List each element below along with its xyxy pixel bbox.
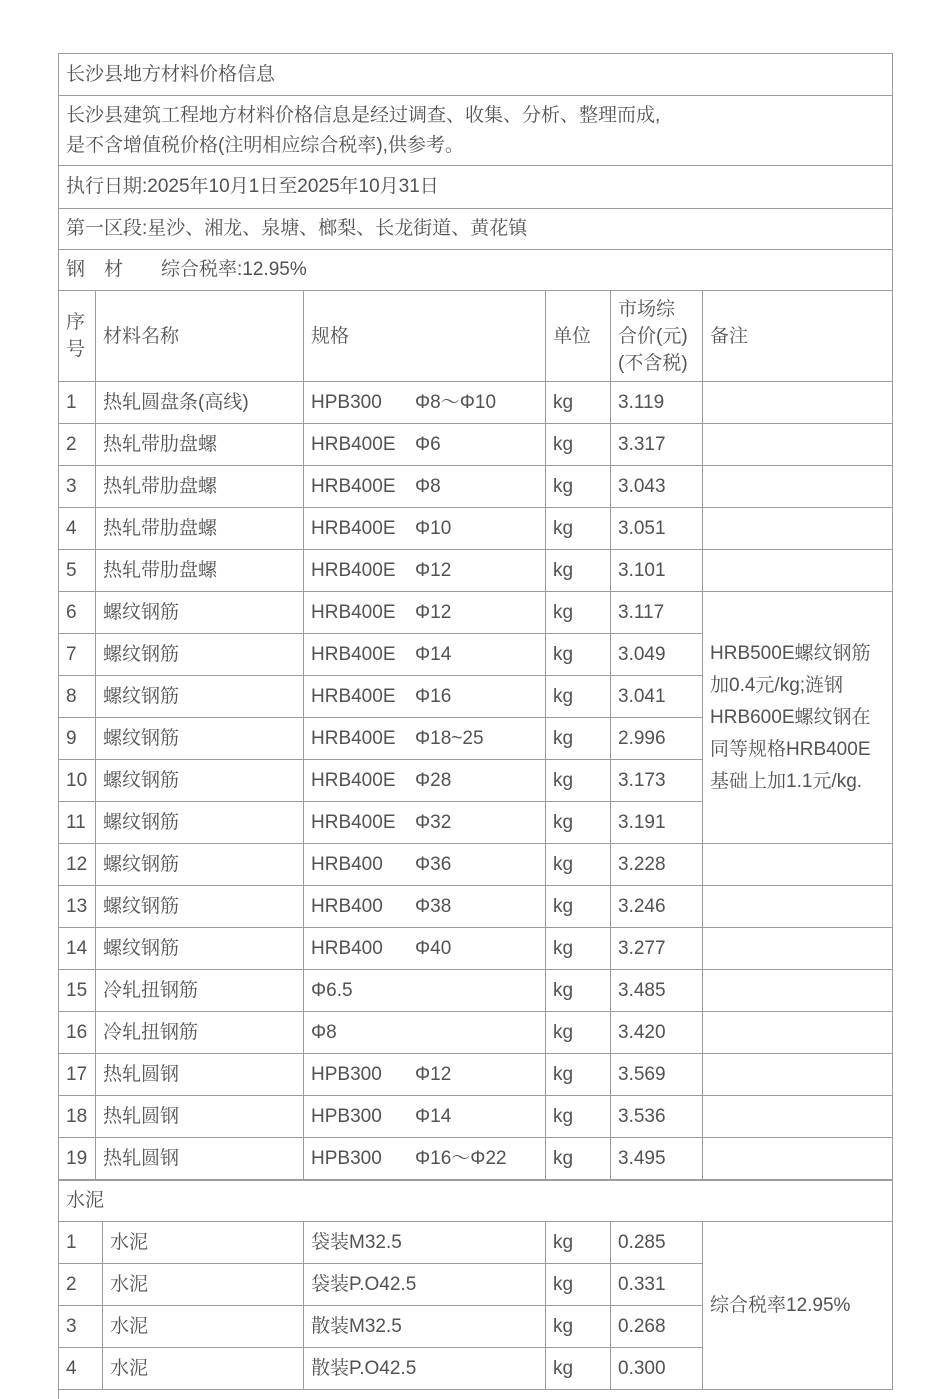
- unit: kg: [546, 676, 611, 718]
- price-value: 3.117: [611, 592, 703, 634]
- page-title: 长沙县地方材料价格信息: [59, 54, 893, 96]
- price-value: 3.043: [611, 466, 703, 508]
- price-value: 0.331: [611, 1264, 703, 1306]
- spec-grade: HPB300: [311, 1063, 382, 1085]
- row-number: 13: [59, 886, 96, 928]
- row-number: 18: [59, 1096, 96, 1138]
- cement-section-label: 水泥: [59, 1181, 893, 1222]
- price-value: 3.536: [611, 1096, 703, 1138]
- spec-grade: HRB400E: [311, 517, 396, 539]
- spec-size: Φ14: [415, 643, 452, 665]
- spec-cell: [304, 760, 546, 802]
- material-name: 螺纹钢筋: [96, 928, 304, 970]
- spec-grade: HRB400E: [311, 727, 396, 749]
- table-header-row: [59, 291, 893, 382]
- effective-date: 执行日期:2025年10月1日至2025年10月31日: [59, 166, 893, 209]
- row-number: 4: [59, 508, 96, 550]
- unit: kg: [546, 1222, 611, 1264]
- price-value: 3.051: [611, 508, 703, 550]
- spec-cell: [304, 1054, 546, 1096]
- spec-cell: 散装P.O42.5: [304, 1348, 546, 1390]
- material-name: 螺纹钢筋: [96, 802, 304, 844]
- spec-size: Φ14: [415, 1105, 452, 1127]
- price-value: 2.996: [611, 718, 703, 760]
- price-value: 0.285: [611, 1222, 703, 1264]
- row-number: 5: [59, 550, 96, 592]
- steel-table-row: [59, 466, 893, 508]
- price-value: 3.049: [611, 634, 703, 676]
- cement-table-row: [59, 1222, 893, 1264]
- unit: kg: [546, 382, 611, 424]
- spec-cell: [304, 802, 546, 844]
- steel-table-row: [59, 424, 893, 466]
- price-info-sheet: [58, 53, 892, 1399]
- spec-size: Φ32: [415, 811, 452, 833]
- remark-cell-empty: [703, 1096, 893, 1138]
- spec-grade: HRB400E: [311, 559, 396, 581]
- row-number: 2: [59, 1264, 103, 1306]
- material-name: 冷轧扭钢筋: [96, 1012, 304, 1054]
- spec-grade: HRB400E: [311, 643, 396, 665]
- material-name: 热轧带肋盘螺: [96, 550, 304, 592]
- unit: kg: [546, 1348, 611, 1390]
- spec-size: Φ16: [415, 685, 452, 707]
- col-header-unit: 单位: [546, 291, 611, 382]
- col-header-price: [611, 291, 703, 382]
- unit: kg: [546, 886, 611, 928]
- spec-size: Φ16～Φ22: [415, 1147, 507, 1169]
- spec-cell: [304, 466, 546, 508]
- table-row: [59, 250, 893, 291]
- material-name: 热轧带肋盘螺: [96, 508, 304, 550]
- spec-cell: [304, 382, 546, 424]
- steel-table-row: [59, 1012, 893, 1054]
- spec-cell: [304, 592, 546, 634]
- col-header-spec: 规格: [304, 291, 546, 382]
- spec-grade: HRB400: [311, 895, 383, 917]
- steel-table-row: [59, 592, 893, 634]
- unit: kg: [546, 844, 611, 886]
- price-value: 0.268: [611, 1306, 703, 1348]
- remark-cell-empty: [703, 1138, 893, 1180]
- district-info: 第一区段:星沙、湘龙、泉塘、榔梨、长龙街道、黄花镇: [59, 209, 893, 250]
- remark-cell-empty: [703, 424, 893, 466]
- unit: kg: [546, 550, 611, 592]
- col-header-remark: 备注: [703, 291, 893, 382]
- spec-cell: [304, 676, 546, 718]
- unit: kg: [546, 928, 611, 970]
- spec-grade: HPB300: [311, 1147, 382, 1169]
- spec-cell: 袋装P.O42.5: [304, 1264, 546, 1306]
- material-name: 热轧带肋盘螺: [96, 424, 304, 466]
- row-number: 14: [59, 928, 96, 970]
- spec-cell: [304, 928, 546, 970]
- price-value: 3.485: [611, 970, 703, 1012]
- spec-cell: [304, 550, 546, 592]
- price-value: 3.420: [611, 1012, 703, 1054]
- steel-table-row: [59, 886, 893, 928]
- spec-size: Φ40: [415, 937, 452, 959]
- row-number: 12: [59, 844, 96, 886]
- material-name: 水泥: [103, 1222, 304, 1264]
- price-value: 3.228: [611, 844, 703, 886]
- steel-table-row: [59, 844, 893, 886]
- col-header-no: 序号: [59, 291, 96, 382]
- unit: kg: [546, 1306, 611, 1348]
- price-value: 3.191: [611, 802, 703, 844]
- spec-size: Φ18~25: [415, 727, 484, 749]
- table-row: [59, 209, 893, 250]
- row-number: 19: [59, 1138, 96, 1180]
- spec-size: Φ6.5: [311, 979, 353, 1001]
- material-name: 螺纹钢筋: [96, 718, 304, 760]
- spec-grade: HRB400: [311, 937, 383, 959]
- spec-size: Φ12: [415, 1063, 452, 1085]
- cutoff-next-row: [58, 1390, 892, 1399]
- spec-grade: HPB300: [311, 391, 382, 413]
- spec-cell: [304, 844, 546, 886]
- unit: kg: [546, 592, 611, 634]
- steel-table-row: [59, 1054, 893, 1096]
- row-number: 15: [59, 970, 96, 1012]
- merged-remark-cell: HRB500E螺纹钢筋加0.4元/kg;涟钢HRB600E螺纹钢在同等规格HRB400E基础上加1.1元/kg.: [703, 592, 893, 844]
- table-row: [59, 96, 893, 166]
- remark-cell-empty: [703, 466, 893, 508]
- description-cell: [59, 96, 893, 166]
- material-name: 螺纹钢筋: [96, 634, 304, 676]
- price-value: 3.173: [611, 760, 703, 802]
- material-name: 螺纹钢筋: [96, 844, 304, 886]
- unit: kg: [546, 634, 611, 676]
- spec-size: Φ8: [415, 475, 441, 497]
- material-name: 冷轧扭钢筋: [96, 970, 304, 1012]
- remark-cell-empty: [703, 550, 893, 592]
- material-name: 螺纹钢筋: [96, 676, 304, 718]
- price-value: 0.300: [611, 1348, 703, 1390]
- row-number: 16: [59, 1012, 96, 1054]
- material-name: 热轧圆钢: [96, 1138, 304, 1180]
- description-line-1: 长沙县建筑工程地方材料价格信息是经过调查、收集、分析、整理而成,: [66, 104, 661, 126]
- table-row: [59, 54, 893, 96]
- row-number: 17: [59, 1054, 96, 1096]
- price-value: 3.119: [611, 382, 703, 424]
- spec-grade: HRB400E: [311, 475, 396, 497]
- row-number: 6: [59, 592, 96, 634]
- spec-size: Φ12: [415, 559, 452, 581]
- unit: kg: [546, 1096, 611, 1138]
- spec-cell: [304, 970, 546, 1012]
- material-name: 热轧圆盘条(高线): [96, 382, 304, 424]
- unit: kg: [546, 1138, 611, 1180]
- spec-grade: HRB400E: [311, 601, 396, 623]
- unit: kg: [546, 424, 611, 466]
- spec-size: Φ36: [415, 853, 452, 875]
- steel-table-row: [59, 1138, 893, 1180]
- spec-cell: [304, 424, 546, 466]
- spec-cell: [304, 718, 546, 760]
- table-row: [59, 1181, 893, 1222]
- material-name: 螺纹钢筋: [96, 592, 304, 634]
- remark-cell-empty: [703, 1054, 893, 1096]
- unit: kg: [546, 1054, 611, 1096]
- remark-cell-empty: [703, 970, 893, 1012]
- description-line-2: 是不含增值税价格(注明相应综合税率),供参考。: [66, 134, 464, 156]
- unit: kg: [546, 718, 611, 760]
- price-value: 3.495: [611, 1138, 703, 1180]
- merged-remark-cell: 综合税率12.95%: [703, 1222, 893, 1390]
- remark-cell-empty: [703, 844, 893, 886]
- material-name: 水泥: [103, 1306, 304, 1348]
- remark-cell-empty: [703, 382, 893, 424]
- spec-cell: 散装M32.5: [304, 1306, 546, 1348]
- unit: kg: [546, 970, 611, 1012]
- spec-grade: HRB400E: [311, 685, 396, 707]
- price-value: 3.246: [611, 886, 703, 928]
- steel-table-row: [59, 550, 893, 592]
- price-header-line-1: 市场综: [618, 298, 676, 320]
- material-name: 螺纹钢筋: [96, 886, 304, 928]
- row-number: 11: [59, 802, 96, 844]
- price-header-line-3: (不含税): [618, 352, 688, 374]
- price-value: 3.569: [611, 1054, 703, 1096]
- price-value: 3.041: [611, 676, 703, 718]
- unit: kg: [546, 508, 611, 550]
- cement-price-table: [58, 1180, 893, 1390]
- spec-size: Φ28: [415, 769, 452, 791]
- material-name: 水泥: [103, 1264, 304, 1306]
- material-name: 热轧圆钢: [96, 1054, 304, 1096]
- steel-table-row: [59, 1096, 893, 1138]
- unit: kg: [546, 466, 611, 508]
- spec-cell: [304, 634, 546, 676]
- steel-section-label: 钢 材 综合税率:12.95%: [59, 250, 893, 291]
- spec-cell: [304, 886, 546, 928]
- spec-cell: [304, 1096, 546, 1138]
- spec-cell: [304, 508, 546, 550]
- material-name: 水泥: [103, 1348, 304, 1390]
- remark-cell-empty: [703, 886, 893, 928]
- steel-table-row: [59, 970, 893, 1012]
- spec-size: Φ10: [415, 517, 452, 539]
- table-row: [59, 166, 893, 209]
- spec-grade: HRB400E: [311, 433, 396, 455]
- spec-size: Φ38: [415, 895, 452, 917]
- steel-table-row: [59, 382, 893, 424]
- spec-cell: [304, 1138, 546, 1180]
- row-number: 3: [59, 1306, 103, 1348]
- unit: kg: [546, 760, 611, 802]
- spec-cell: [304, 1012, 546, 1054]
- spec-size: Φ6: [415, 433, 441, 455]
- row-number: 3: [59, 466, 96, 508]
- material-name: 热轧圆钢: [96, 1096, 304, 1138]
- price-value: 3.277: [611, 928, 703, 970]
- price-value: 3.101: [611, 550, 703, 592]
- col-header-name: 材料名称: [96, 291, 304, 382]
- row-number: 10: [59, 760, 96, 802]
- steel-price-table: [58, 53, 893, 1180]
- row-number: 8: [59, 676, 96, 718]
- spec-grade: HRB400E: [311, 769, 396, 791]
- row-number: 4: [59, 1348, 103, 1390]
- unit: kg: [546, 802, 611, 844]
- spec-size: Φ12: [415, 601, 452, 623]
- spec-size: Φ8: [311, 1021, 337, 1043]
- remark-cell-empty: [703, 508, 893, 550]
- material-name: 热轧带肋盘螺: [96, 466, 304, 508]
- spec-grade: HPB300: [311, 1105, 382, 1127]
- row-number: 2: [59, 424, 96, 466]
- spec-cell: 袋装M32.5: [304, 1222, 546, 1264]
- remark-cell-empty: [703, 1012, 893, 1054]
- steel-table-row: [59, 508, 893, 550]
- unit: kg: [546, 1264, 611, 1306]
- spec-size: Φ8～Φ10: [415, 391, 497, 413]
- spec-grade: HRB400E: [311, 811, 396, 833]
- row-number: 1: [59, 382, 96, 424]
- row-number: 7: [59, 634, 96, 676]
- remark-cell-empty: [703, 928, 893, 970]
- spec-grade: HRB400: [311, 853, 383, 875]
- steel-table-row: [59, 928, 893, 970]
- price-value: 3.317: [611, 424, 703, 466]
- row-number: 9: [59, 718, 96, 760]
- material-name: 螺纹钢筋: [96, 760, 304, 802]
- unit: kg: [546, 1012, 611, 1054]
- row-number: 1: [59, 1222, 103, 1264]
- price-header-line-2: 合价(元): [618, 325, 688, 347]
